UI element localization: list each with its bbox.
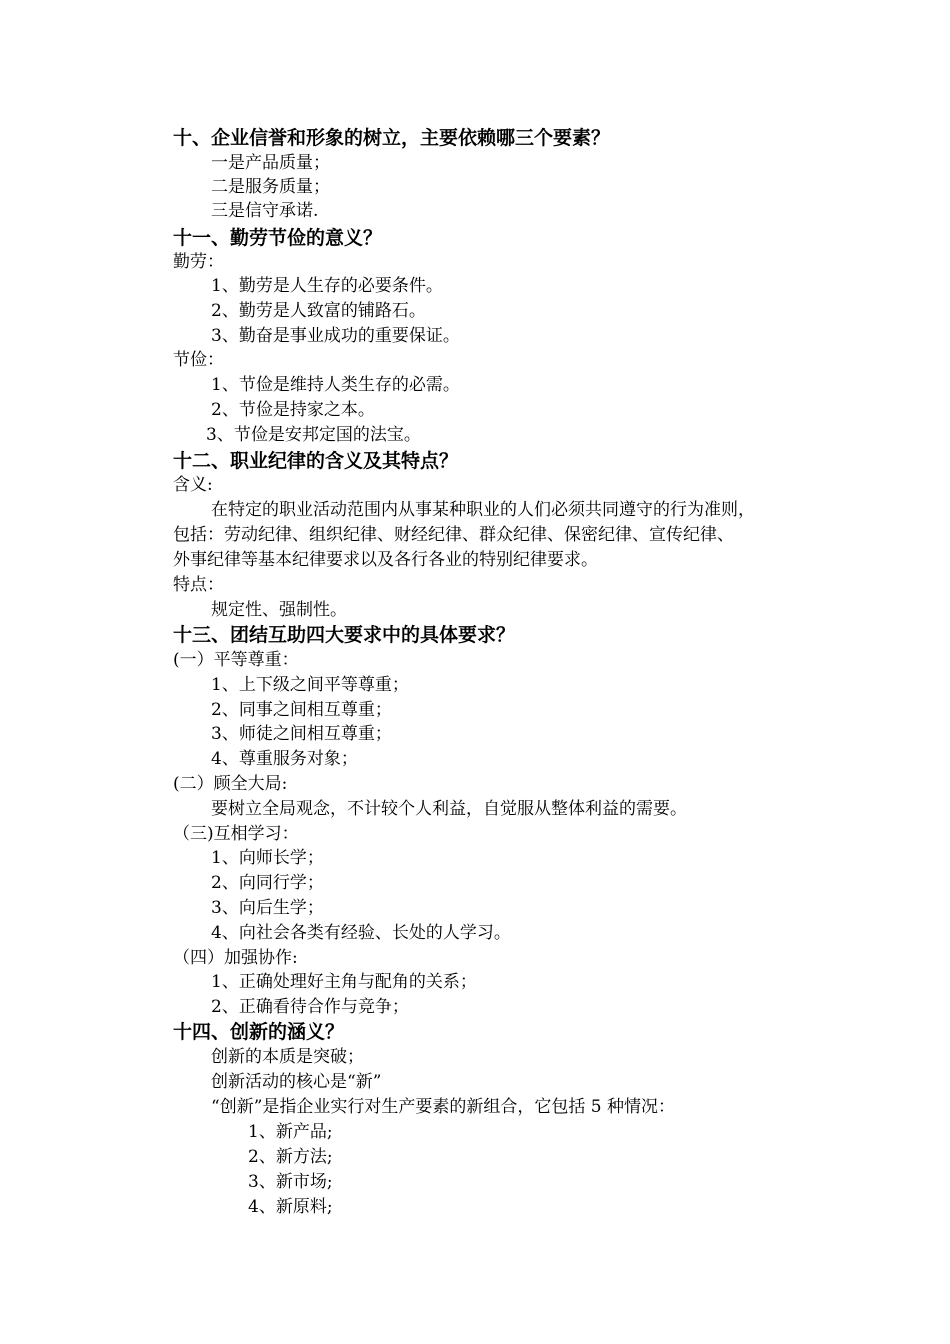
list-item: 2、同事之间相互尊重； [211,700,392,720]
paragraph-line: 包括：劳动纪律、组织纪律、财经纪律、群众纪律、保密纪律、宣传纪律、 [173,525,734,545]
paragraph-line: 规定性、强制性。 [211,600,347,620]
list-item: 3、节俭是安邦定国的法宝。 [206,425,421,445]
list-item: 2、向同行学； [211,873,324,893]
list-item: 2、新方法; [248,1147,333,1167]
paragraph-line: 外事纪律等基本纪律要求以及各行各业的特别纪律要求。 [173,550,598,570]
list-item: 1、节俭是维持人类生存的必需。 [211,375,460,395]
subheading: (二）顾全大局: [173,774,288,794]
paragraph-line: 要树立全局观念，不计较个人利益，自觉服从整体利益的需要。 [211,799,687,819]
list-item: 1、新产品; [248,1122,333,1142]
list-item: 2、正确看待合作与竞争； [211,997,409,1017]
list-item: 1、上下级之间平等尊重； [211,675,409,695]
paragraph-line: 创新活动的核心是“新” [211,1072,382,1092]
list-item: 三是信守承诺. [211,201,319,221]
list-item: 4、尊重服务对象； [211,749,358,769]
list-item: 2、节俭是持家之本。 [211,400,375,420]
heading-section-11: 十一、勤劳节俭的意义？ [173,227,383,249]
subheading: （四）加强协作: [173,948,298,968]
list-item: 3、勤奋是事业成功的重要保证。 [211,326,460,346]
subheading: 含义: [173,475,213,495]
heading-section-14: 十四、创新的涵义？ [173,1021,345,1043]
subheading: （三)互相学习： [173,824,299,844]
heading-section-13: 十三、团结互助四大要求中的具体要求？ [173,624,516,646]
subheading: (一）平等尊重： [173,650,299,670]
list-item: 1、正确处理好主角与配角的关系； [211,972,477,992]
list-item: 3、师徒之间相互尊重； [211,724,392,744]
list-item: 一是产品质量； [211,153,330,173]
subheading: 勤劳： [173,252,224,272]
list-item: 1、向师长学； [211,848,324,868]
list-item: 1、勤劳是人生存的必要条件。 [211,276,443,296]
list-item: 4、向社会各类有经验、长处的人学习。 [211,923,511,943]
heading-section-12: 十二、职业纪律的含义及其特点？ [173,450,459,472]
paragraph-line: 创新的本质是突破； [211,1047,364,1067]
subheading: 节俭： [173,350,224,370]
heading-section-10: 十、企业信誉和形象的树立，主要依赖哪三个要素？ [173,127,611,149]
paragraph-line: 在特定的职业活动范围内从事某种职业的人们必须共同遵守的行为准则， [211,500,755,520]
list-item: 2、勤劳是人致富的铺路石。 [211,301,426,321]
subheading: 特点： [173,575,224,595]
list-item: 4、新原料; [248,1197,333,1217]
list-item: 3、向后生学； [211,898,324,918]
paragraph-line: “创新”是指企业实行对生产要素的新组合，它包括 5 种情况： [211,1097,676,1117]
list-item: 二是服务质量； [211,177,330,197]
list-item: 3、新市场; [248,1172,333,1192]
